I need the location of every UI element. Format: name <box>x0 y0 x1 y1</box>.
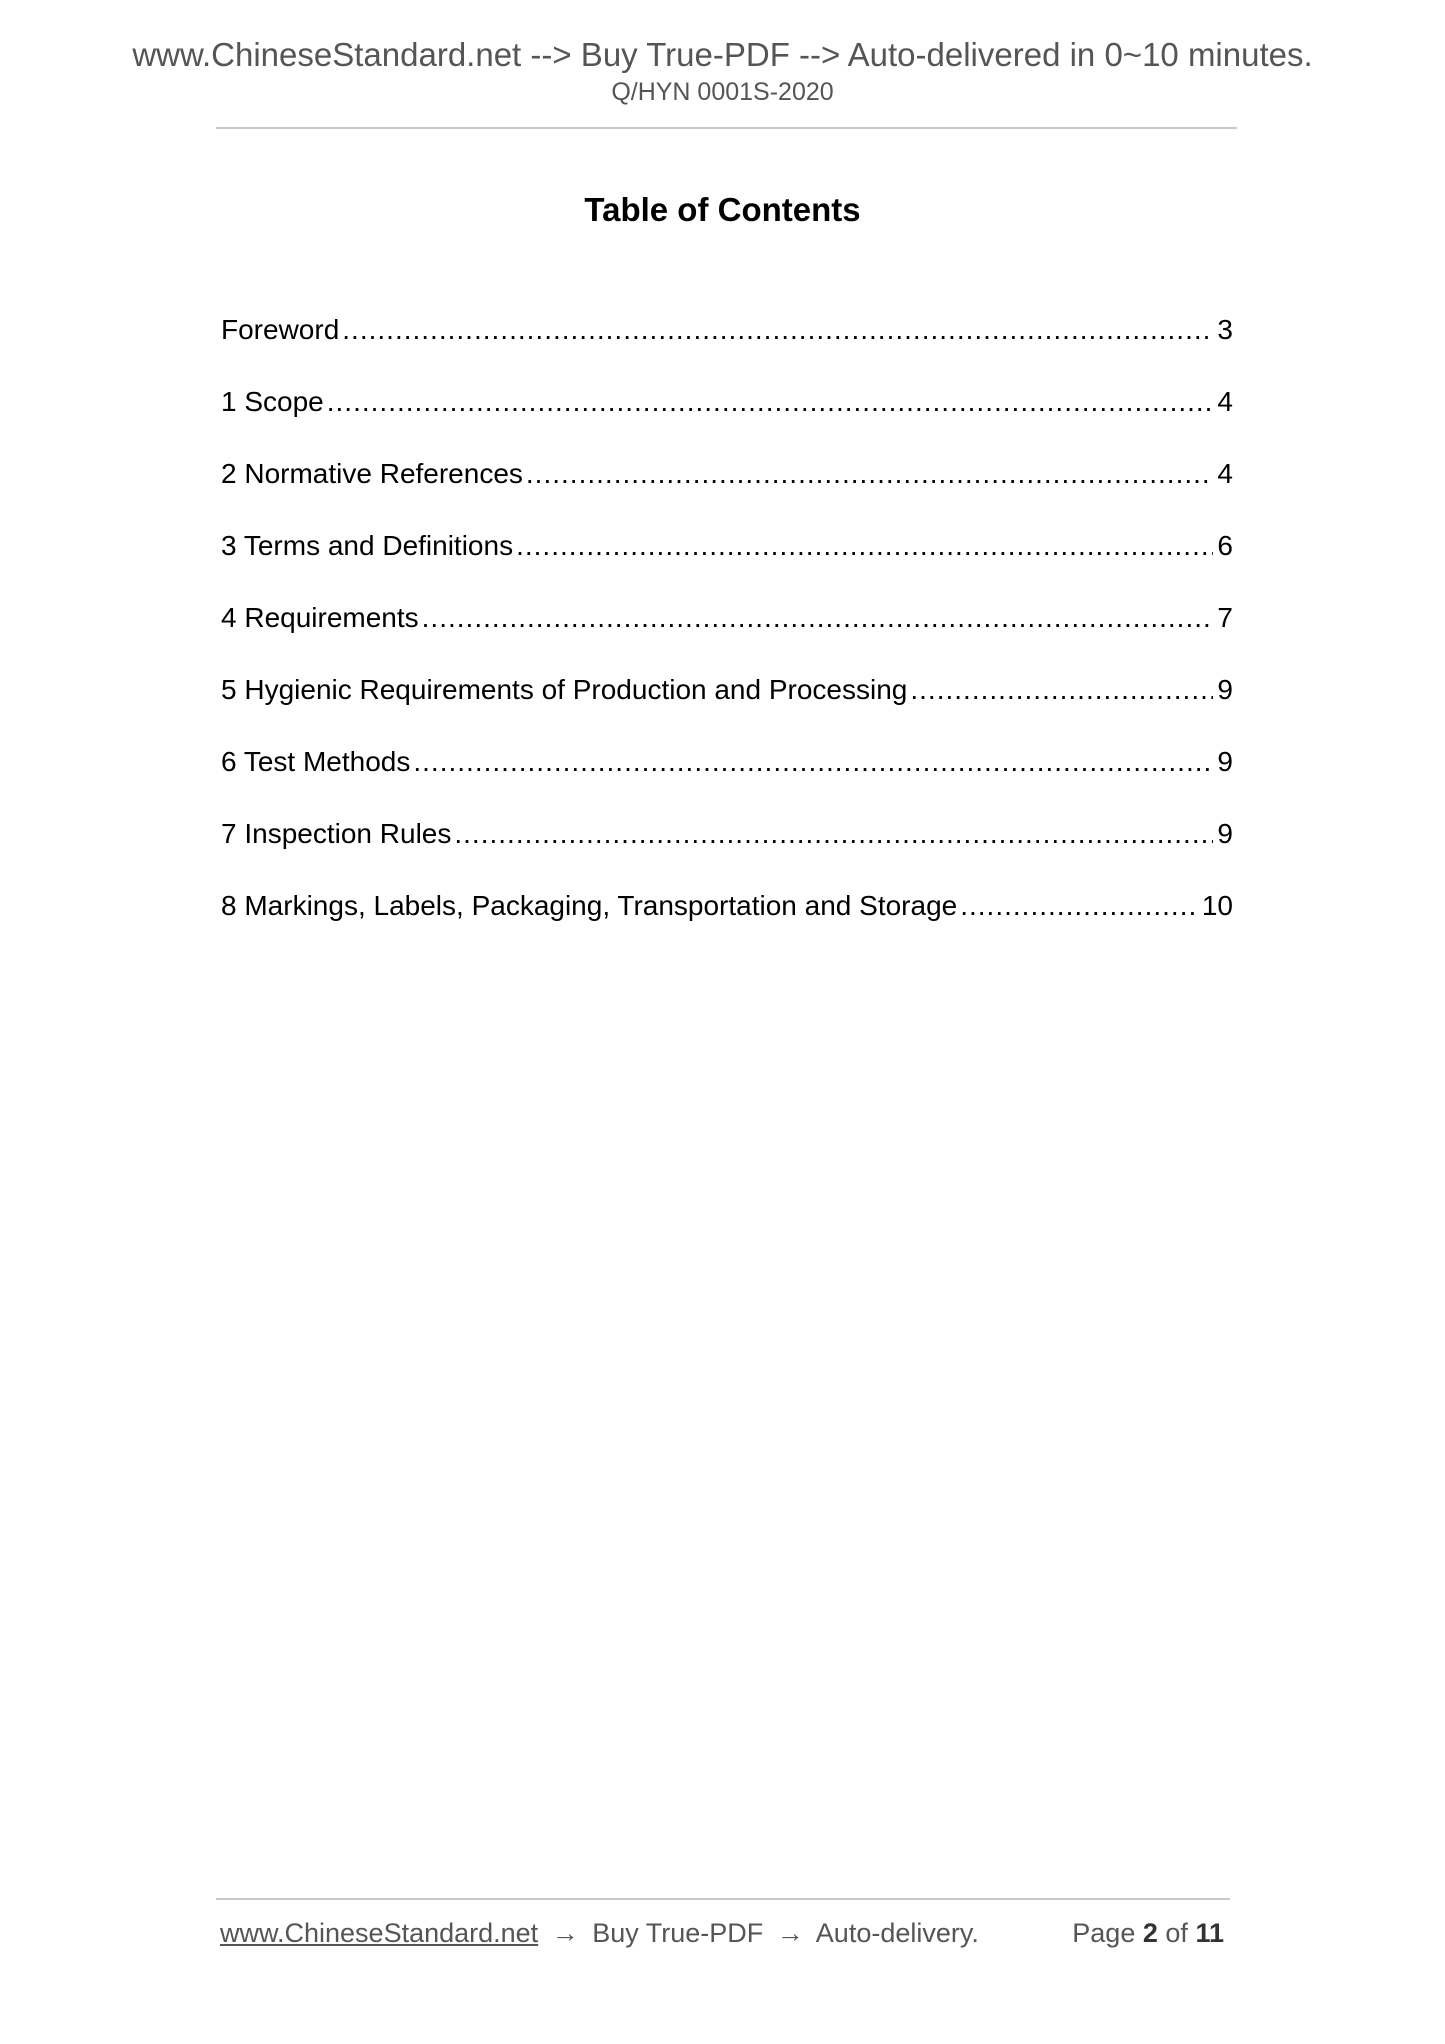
right-arrow-icon: → <box>776 1918 804 1948</box>
toc-entry[interactable] <box>221 456 1233 528</box>
toc-list <box>221 312 1233 960</box>
toc-entry[interactable] <box>221 672 1233 744</box>
toc-entry-page: 4 <box>1217 386 1233 417</box>
toc-entry[interactable] <box>221 312 1233 384</box>
toc-entry-page: 9 <box>1217 674 1233 705</box>
page-current: 2 <box>1142 1918 1158 1948</box>
toc-entry-page: 7 <box>1217 602 1233 633</box>
toc-entry[interactable] <box>221 384 1233 456</box>
toc-entry-page: 3 <box>1217 314 1233 345</box>
footer-divider <box>216 1898 1230 1900</box>
toc-entry[interactable] <box>221 816 1233 888</box>
toc-dot-leader <box>327 384 1214 420</box>
toc-entry-label: 2 Normative References <box>221 458 523 489</box>
document-code: Q/HYN 0001S-2020 <box>611 78 834 106</box>
page-of: of <box>1165 1918 1188 1948</box>
footer-buy-text: Buy True-PDF <box>592 1918 764 1948</box>
right-arrow-icon: → <box>551 1918 579 1948</box>
page-label: Page <box>1072 1918 1136 1948</box>
footer-delivery-text: Auto-delivery. <box>815 1918 979 1948</box>
toc-entry[interactable] <box>221 600 1233 672</box>
header-divider <box>216 127 1237 129</box>
toc-dot-leader <box>342 312 1213 348</box>
page-number <box>1072 1920 1224 1947</box>
toc-entry-label: 3 Terms and Definitions <box>221 530 514 561</box>
footer-site-link[interactable]: www.ChineseStandard.net <box>220 1918 539 1948</box>
toc-entry[interactable] <box>221 888 1233 960</box>
toc-entry-page: 4 <box>1217 458 1233 489</box>
toc-dot-leader <box>413 744 1213 780</box>
toc-entry-label: 6 Test Methods <box>221 746 411 777</box>
toc-entry-page: 9 <box>1217 746 1233 777</box>
toc-entry[interactable] <box>221 528 1233 600</box>
toc-entry-label: Foreword <box>221 314 340 345</box>
toc-dot-leader <box>422 600 1214 636</box>
toc-entry-label: 7 Inspection Rules <box>221 818 452 849</box>
page-total: 11 <box>1195 1918 1224 1948</box>
toc-entry-label: 1 Scope <box>221 386 324 417</box>
toc-entry-page: 6 <box>1217 530 1233 561</box>
toc-dot-leader <box>516 528 1213 564</box>
toc-dot-leader <box>960 888 1198 924</box>
toc-entry-page: 9 <box>1217 818 1233 849</box>
toc-dot-leader <box>526 456 1214 492</box>
toc-entry-label: 8 Markings, Labels, Packaging, Transportation and Storage <box>221 890 958 921</box>
footer-promo <box>220 1920 979 1947</box>
toc-entry-page: 10 <box>1201 890 1233 921</box>
toc-dot-leader <box>454 816 1213 852</box>
toc-dot-leader <box>910 672 1213 708</box>
header-banner: www.ChineseStandard.net --> Buy True-PDF --> Auto-delivered in 0~10 minutes. <box>132 36 1313 73</box>
toc-entry-label: 4 Requirements <box>221 602 419 633</box>
toc-entry[interactable] <box>221 744 1233 816</box>
toc-title: Table of Contents <box>584 191 861 228</box>
toc-entry-label: 5 Hygienic Requirements of Production and Processing <box>221 674 908 705</box>
